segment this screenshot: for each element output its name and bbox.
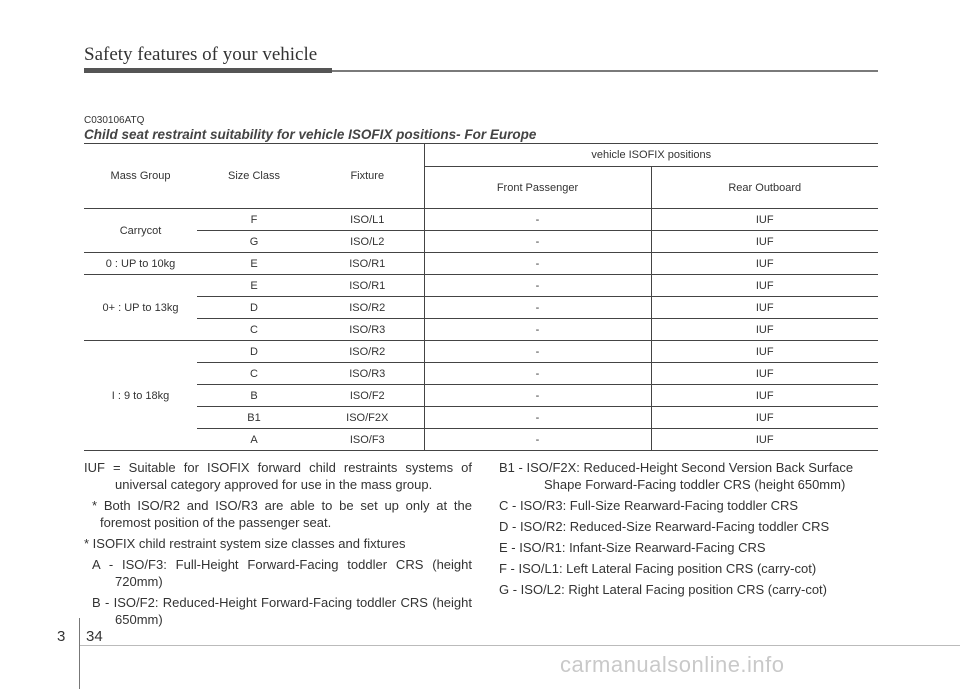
size-class-cell: G <box>197 231 311 253</box>
fixture-cell: ISO/F2X <box>311 407 424 429</box>
fixture-cell: ISO/R1 <box>311 275 424 297</box>
table-row <box>84 209 878 231</box>
front-passenger-cell: - <box>424 297 651 319</box>
size-class-cell: D <box>197 341 311 363</box>
rear-outboard-cell: IUF <box>651 253 878 275</box>
rear-outboard-cell: IUF <box>651 297 878 319</box>
header-front-passenger: Front Passenger <box>424 167 651 209</box>
front-passenger-cell: - <box>424 275 651 297</box>
table-row <box>84 231 878 253</box>
chapter-number: 3 <box>57 628 66 645</box>
rear-outboard-cell: IUF <box>651 319 878 341</box>
isofix-suitability-table <box>84 143 878 451</box>
note-size-classes-heading: * ISOFIX child restraint system size classes and fixtures <box>84 536 406 551</box>
notes-left-column <box>84 459 472 632</box>
fixture-cell: ISO/R3 <box>311 363 424 385</box>
page-number: 34 <box>86 628 103 645</box>
watermark: carmanualsonline.info <box>560 652 785 677</box>
rear-outboard-cell: IUF <box>651 275 878 297</box>
table-row <box>84 297 878 319</box>
note-iuf-definition: IUF = Suitable for ISOFIX forward child restraints systems of universal category approved for use in the mass group. <box>84 460 472 492</box>
table-row <box>84 407 878 429</box>
rear-outboard-cell: IUF <box>651 231 878 253</box>
header-mass-group: Mass Group <box>84 144 197 209</box>
size-class-cell: E <box>197 275 311 297</box>
table-row <box>84 253 878 275</box>
size-class-cell: E <box>197 253 311 275</box>
size-class-cell: A <box>197 429 311 451</box>
mass-group-cell: I : 9 to 18kg <box>84 341 197 451</box>
size-class-cell: B1 <box>197 407 311 429</box>
note-class-c: C - ISO/R3: Full-Size Rearward-Facing toddler CRS <box>499 498 799 513</box>
note-class-b: B - ISO/F2: Reduced-Height Forward-Facing toddler CRS (height 650mm) <box>92 595 472 627</box>
table-row <box>84 319 878 341</box>
size-class-cell: C <box>197 363 311 385</box>
note-class-a: A - ISO/F3: Full-Height Forward-Facing toddler CRS (height 720mm) <box>92 557 472 589</box>
note-class-b1: B1 - ISO/F2X: Reduced-Height Second Version Back Surface Shape Forward-Facing toddler CRS (height 650mm) <box>499 460 854 492</box>
mass-group-cell: 0 : UP to 10kg <box>84 253 197 275</box>
front-passenger-cell: - <box>424 209 651 231</box>
header-divider-accent <box>84 68 332 73</box>
table-row <box>84 341 878 363</box>
table-row <box>84 275 878 297</box>
mass-group-cell: 0+ : UP to 13kg <box>84 275 197 341</box>
rear-outboard-cell: IUF <box>651 363 878 385</box>
footer-separator <box>79 618 80 689</box>
front-passenger-cell: - <box>424 429 651 451</box>
fixture-cell: ISO/L1 <box>311 209 424 231</box>
size-class-cell: F <box>197 209 311 231</box>
mass-group-cell: Carrycot <box>84 209 197 253</box>
fixture-cell: ISO/R2 <box>311 297 424 319</box>
rear-outboard-cell: IUF <box>651 429 878 451</box>
note-class-f: F - ISO/L1: Left Lateral Facing position CRS (carry-cot) <box>499 561 817 576</box>
fixture-cell: ISO/L2 <box>311 231 424 253</box>
front-passenger-cell: - <box>424 385 651 407</box>
section-code: C030106ATQ <box>84 115 145 126</box>
rear-outboard-cell: IUF <box>651 407 878 429</box>
fixture-cell: ISO/F2 <box>311 385 424 407</box>
rear-outboard-cell: IUF <box>651 385 878 407</box>
front-passenger-cell: - <box>424 341 651 363</box>
header-size-class: Size Class <box>197 144 311 209</box>
size-class-cell: D <box>197 297 311 319</box>
note-class-g: G - ISO/L2: Right Lateral Facing position CRS (carry-cot) <box>499 582 828 597</box>
table-body <box>84 209 878 451</box>
front-passenger-cell: - <box>424 253 651 275</box>
size-class-cell: C <box>197 319 311 341</box>
footer-rule <box>80 645 960 646</box>
section-subtitle: Child seat restraint suitability for vehicle ISOFIX positions- For Europe <box>84 127 537 142</box>
fixture-cell: ISO/R2 <box>311 341 424 363</box>
fixture-cell: ISO/F3 <box>311 429 424 451</box>
header-rear-outboard: Rear Outboard <box>651 167 878 209</box>
table-row <box>84 363 878 385</box>
notes-right-column <box>499 459 879 602</box>
front-passenger-cell: - <box>424 363 651 385</box>
table-row <box>84 429 878 451</box>
header-fixture: Fixture <box>311 144 424 209</box>
size-class-cell: B <box>197 385 311 407</box>
note-iso-r2-r3: * Both ISO/R2 and ISO/R3 are able to be set up only at the foremost position of the passenger seat. <box>92 498 472 530</box>
front-passenger-cell: - <box>424 407 651 429</box>
note-class-e: E - ISO/R1: Infant-Size Rearward-Facing CRS <box>499 540 766 555</box>
page-header-title: Safety features of your vehicle <box>84 44 318 65</box>
rear-outboard-cell: IUF <box>651 209 878 231</box>
front-passenger-cell: - <box>424 319 651 341</box>
header-isofix-positions: vehicle ISOFIX positions <box>424 144 878 167</box>
note-class-d: D - ISO/R2: Reduced-Size Rearward-Facing toddler CRS <box>499 519 830 534</box>
fixture-cell: ISO/R1 <box>311 253 424 275</box>
table-row <box>84 385 878 407</box>
front-passenger-cell: - <box>424 231 651 253</box>
rear-outboard-cell: IUF <box>651 341 878 363</box>
fixture-cell: ISO/R3 <box>311 319 424 341</box>
